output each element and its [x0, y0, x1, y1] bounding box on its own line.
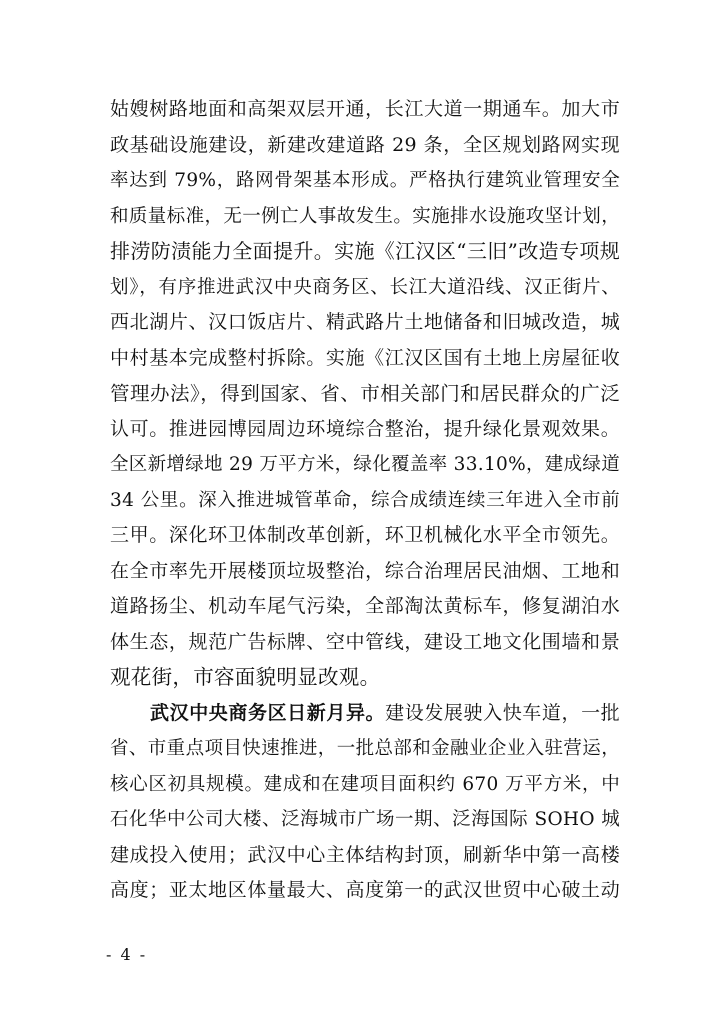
text-line: 全区新增绿地 29 万平方米，绿化覆盖率 33.10%，建成绿道	[110, 454, 620, 475]
text-line: 道路扬尘、机动车尾气污染，全部淘汰黄标车，修复湖泊水	[110, 595, 620, 617]
text-line: 省、市重点项目快速推进，一批总部和金融业企业入驻营运，	[110, 738, 620, 759]
body-text	[110, 92, 620, 909]
text-line: 核心区初具规模。建成和在建项目面积约 670 万平方米，中	[110, 773, 620, 795]
text-line: 姑嫂树路地面和高架双层开通，长江大道一期通车。加大市	[110, 98, 620, 120]
page-number: - 4 -	[106, 945, 148, 964]
text-line: 34 公里。深入推进城管革命，综合成绩连续三年进入全市前	[110, 489, 620, 511]
text-line: 建成投入使用；武汉中心主体结构封顶，刷新华中第一高楼	[110, 843, 620, 866]
text-line: 中村基本完成整村拆除。实施《江汉区国有土地上房屋征收	[110, 346, 620, 369]
text-line: 划》，有序推进武汉中央商务区、长江大道沿线、汉正街片、	[110, 276, 620, 298]
text-line: 观花街，市容面貌明显改观。	[110, 665, 381, 689]
text-line: 在全市率先开展楼顶垃圾整治，综合治理居民油烟、工地和	[110, 559, 620, 582]
text-line: 率达到 79%，路网骨架基本形成。严格执行建筑业管理安全	[110, 170, 620, 191]
paragraph-1	[110, 92, 620, 696]
text-line: 和质量标准，无一例亡人事故发生。实施排水设施攻坚计划，	[110, 205, 620, 227]
text-line: 体生态，规范广告标牌、空中管线，建设工地文化围墙和景	[110, 630, 620, 653]
text-run: 建设发展驶入快车道，一批	[385, 701, 620, 724]
paragraph-2	[110, 696, 620, 909]
text-line: 石化华中公司大楼、泛海城市广场一期、泛海国际 SOHO 城	[110, 809, 620, 830]
text-line: 西北湖片、汉口饭店片、精武路片土地储备和旧城改造，城	[110, 311, 620, 333]
text-line: 高度；亚太地区体量最大、高度第一的武汉世贸中心破土动	[110, 879, 620, 901]
text-line: 排涝防渍能力全面提升。实施《江汉区“三旧”改造专项规	[110, 239, 620, 263]
text-line: 认可。推进园博园周边环境综合整治，提升绿化景观效果。	[110, 417, 620, 440]
text-line: 三甲。深化环卫体制改革创新，环卫机械化水平全市领先。	[110, 524, 620, 546]
text-line: 政基础设施建设，新建改建道路 29 条，全区规划路网实现	[110, 133, 620, 156]
text-line-first	[110, 696, 620, 732]
text-line: 管理办法》，得到国家、省、市相关部门和居民群众的广泛	[110, 382, 620, 405]
section-heading: 武汉中央商务区日新月异。	[150, 701, 386, 724]
